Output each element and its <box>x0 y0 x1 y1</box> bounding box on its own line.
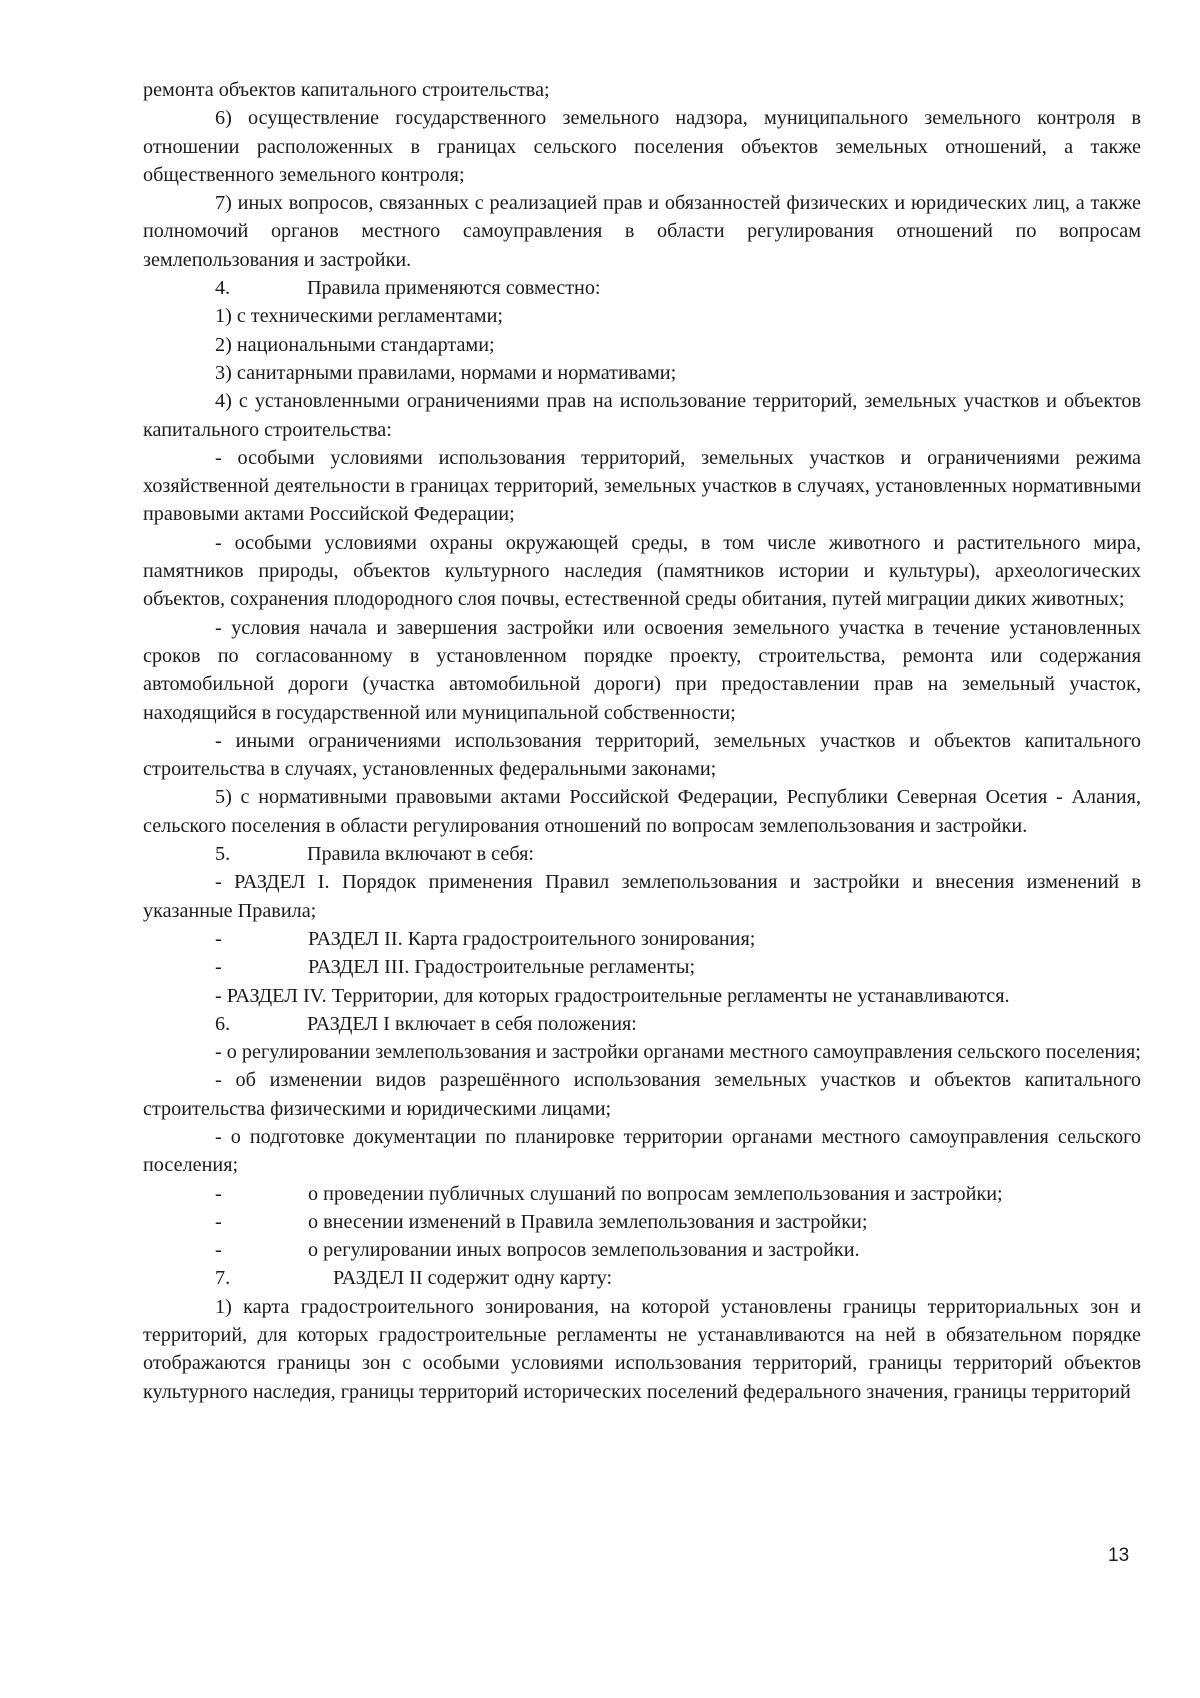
dash-marker: - <box>215 1239 222 1262</box>
section-6-heading <box>143 1010 1141 1038</box>
list-item-dash: - о подготовке документации по планировке территории органами местного самоуправления сельского поселения; <box>143 1125 1141 1177</box>
dash-marker: - <box>215 1182 222 1205</box>
list-item: 1) с техническими регламентами; <box>215 305 503 328</box>
list-item-dash <box>143 1208 1141 1236</box>
section-5-heading <box>143 840 1141 868</box>
list-item: 2) национальными стандартами; <box>215 333 495 356</box>
section-number: 5. <box>215 843 231 866</box>
list-item: 3) санитарными правилами, нормами и нормативами; <box>215 361 677 384</box>
paragraph-continuation: ремонта объектов капитального строительства; <box>143 79 550 101</box>
section-text: Правила включают в себя: <box>307 843 534 866</box>
section-7-heading <box>143 1264 1141 1292</box>
list-item-dash: - особыми условиями охраны окружающей среды, в том числе животного и растительного мира, памятников природы, объектов культурного наследия (памятников истории и культуры), археологических объектов, сохранения плодородного слоя почвы, естественной среды обитания, путей миграции диких животных; <box>143 531 1141 611</box>
paragraph-item-6: 6) осуществление государственного земельного надзора, муниципального земельного контроля в отношении расположенных в границах сельского поселения объектов земельных отношений, а также общественного земельного контроля; <box>143 107 1141 186</box>
list-item-dash: - о регулировании землепользования и застройки органами местного самоуправления сельского поселения; <box>215 1041 1141 1064</box>
dash-marker: - <box>215 956 222 979</box>
list-item-dash <box>143 1236 1141 1264</box>
list-item-text: о регулировании иных вопросов землепользования и застройки. <box>308 1239 860 1262</box>
list-item: 4) с установленными ограничениями прав на использование территорий, земельных участков и объектов капитального строительства: <box>143 390 1141 441</box>
list-item-dash: - об изменении видов разрешённого использования земельных участков и объектов капитального строительства физическими и юридическими лицами; <box>143 1069 1141 1120</box>
section-number: 6. <box>215 1012 231 1035</box>
section-number: 4. <box>215 277 231 300</box>
list-item-text: о внесении изменений в Правила землепользования и застройки; <box>308 1210 868 1233</box>
list-item-dash <box>143 925 1141 953</box>
list-item-dash: - особыми условиями использования территорий, земельных участков и ограничениями режима хозяйственной деятельности в границах территорий, земельных участков в случаях, установленных нормативными правовыми актами Российской Федерации; <box>143 446 1141 526</box>
list-item-dash: - РАЗДЕЛ IV. Территории, для которых градостроительные регламенты не устанавливаются. <box>215 984 1010 1007</box>
list-item: 1) карта градостроительного зонирования, на которой установлены границы территориальных зон и территорий, для которых градостроительные регламенты не устанавливаются на ней в обязательном порядке отображаются границы зон с особыми условиями использования территорий, границы территорий объектов культурного наследия, границы территорий исторических поселений федерального значения, границы территорий <box>143 1295 1141 1403</box>
section-text: РАЗДЕЛ I включает в себя положения: <box>307 1012 637 1035</box>
list-item-dash <box>143 953 1141 981</box>
list-item-dash: - иными ограничениями использования территорий, земельных участков и объектов капитального строительства в случаях, установленных федеральными законами; <box>143 729 1141 781</box>
list-item-dash: - условия начала и завершения застройки или освоения земельного участка в течение установленных сроков по согласованному в установленном порядке проекту, строительства, ремонта или содержания автомобильной дороги (участка автомобильной дороги) при предоставлении прав на земельный участок, находящийся в государственной или муниципальной собственности; <box>143 616 1141 724</box>
page-number: 13 <box>1108 1545 1130 1566</box>
document-body <box>143 76 1141 1406</box>
section-text: Правила применяются совместно: <box>307 277 601 300</box>
section-4-heading <box>143 274 1141 302</box>
dash-marker: - <box>215 927 222 950</box>
paragraph-item-7: 7) иных вопросов, связанных с реализацией прав и обязанностей физических и юридических лиц, а также полномочий органов местного самоуправления в области регулирования отношений по вопросам землепользования и застройки. <box>143 192 1141 271</box>
dash-marker: - <box>215 1210 222 1233</box>
list-item-dash: - РАЗДЕЛ I. Порядок применения Правил землепользования и застройки и внесения изменений в указанные Правила; <box>143 871 1141 922</box>
section-text: РАЗДЕЛ II содержит одну карту: <box>333 1267 613 1290</box>
section-number: 7. <box>215 1267 231 1290</box>
list-item-text: РАЗДЕЛ II. Карта градостроительного зонирования; <box>308 927 756 950</box>
list-item-text: о проведении публичных слушаний по вопросам землепользования и застройки; <box>308 1182 1003 1205</box>
list-item-dash <box>143 1180 1141 1208</box>
list-item-text: РАЗДЕЛ III. Градостроительные регламенты; <box>308 956 696 979</box>
list-item: 5) с нормативными правовыми актами Российской Федерации, Республики Северная Осетия - Алания, сельского поселения в области регулирования отношений по вопросам землепользования и застройки. <box>143 786 1141 837</box>
